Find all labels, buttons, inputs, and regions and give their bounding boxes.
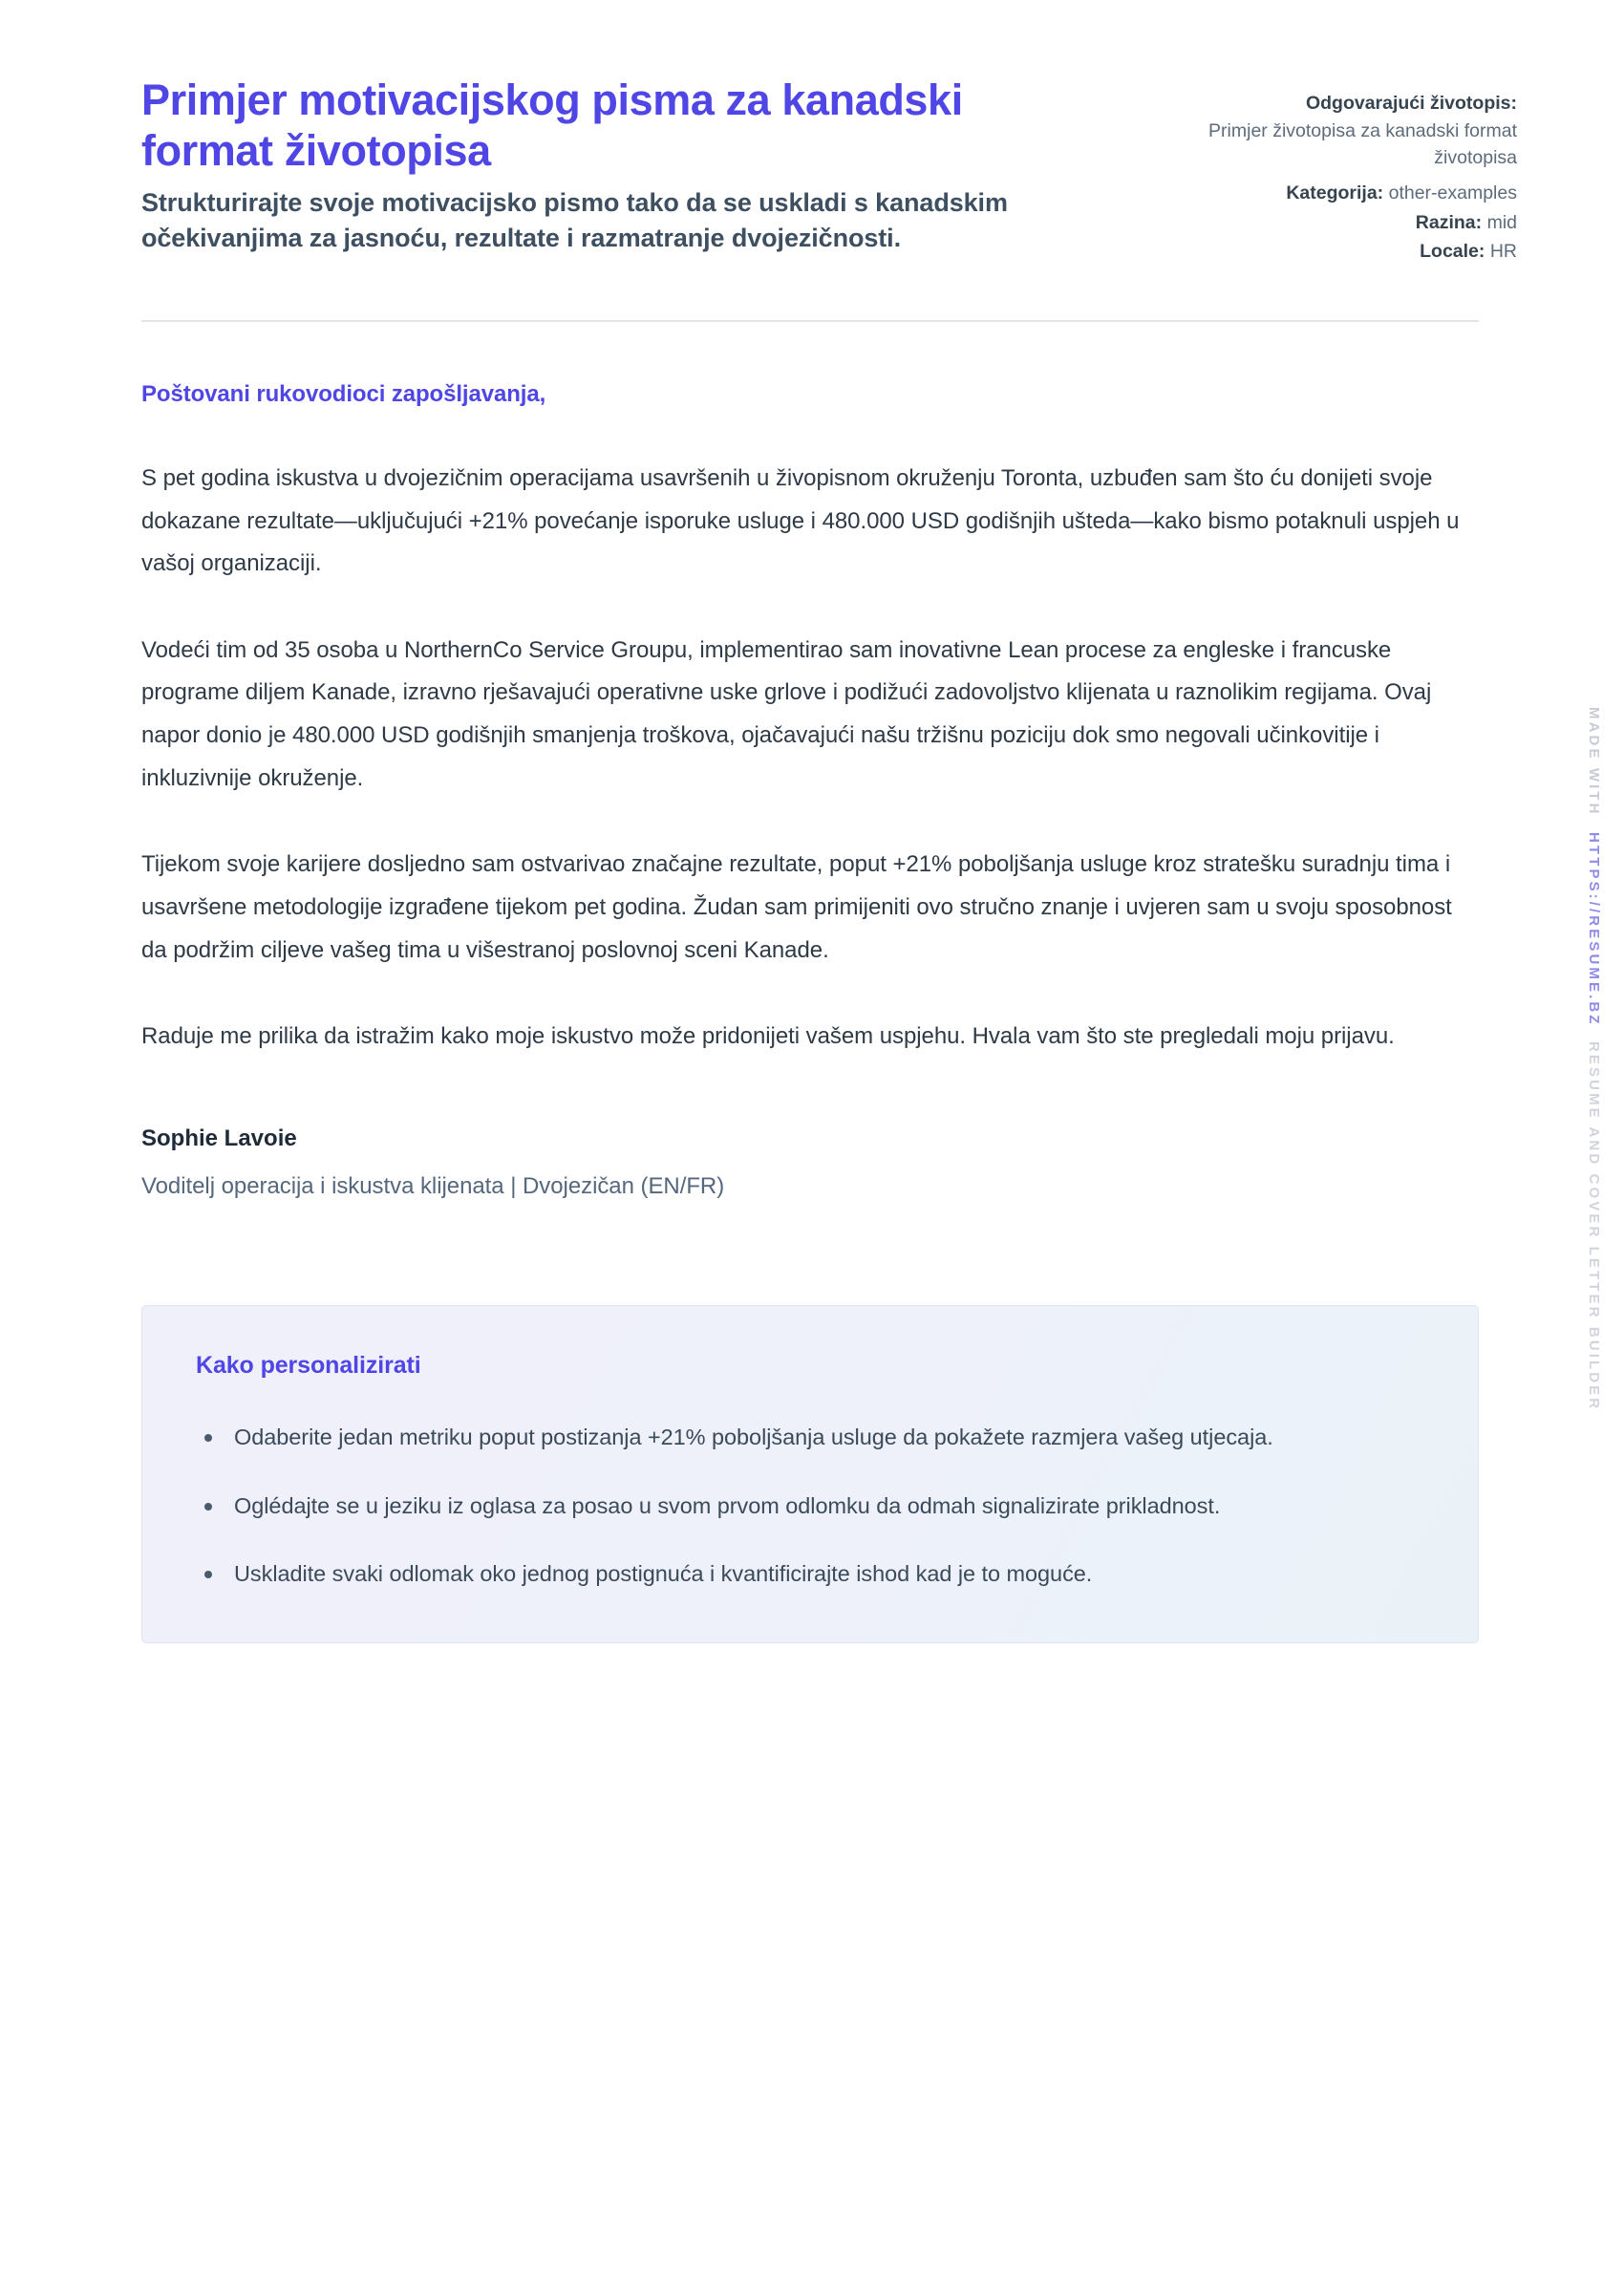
watermark-tagline: RESUME AND COVER LETTER BUILDER — [1586, 1041, 1602, 1412]
page-title: Primjer motivacijskog pisma za kanadski format životopisa — [141, 75, 963, 176]
signature-role: Voditelj operacija i iskustva klijenata | Dvojezičan (EN/FR) — [141, 1172, 725, 1199]
meta-category-value: other-examples — [1388, 182, 1517, 204]
document-metadata — [1135, 75, 1517, 268]
header-title-block — [141, 75, 1097, 257]
letter-paragraph: Vodeći tim od 35 osoba u NorthernCo Service Groupu, implementirao sam inovativne Lean procese za engleske i francuske programe diljem Kanade, izravno rješavajući operativne uske grlove i podižući zadovoljstvo klijenata u raznolikim regijama. Ovaj napor donio je 480.000 USD godišnjih smanjenja troškova, ojačavajući našu tržišnu poziciju dok smo negovali učinkovitije i inkluzivnije okruženje. — [141, 636, 1432, 791]
letter-salutation: Poštovani rukovodioci zapošljavanja, — [141, 380, 546, 407]
meta-category-label: Kategorija: — [1286, 182, 1384, 204]
builder-watermark — [1587, 707, 1601, 1411]
list-item: Odaberite jedan metriku poput postizanja +21% poboljšanja usluge da pokažete razmjera vašeg utjecaja. — [196, 1418, 1424, 1458]
page-subtitle: Strukturirajte svoje motivacijsko pismo tako da se uskladi s kanadskim očekivanjima za jasnoću, rezultate i razmatranje dvojezičnosti. — [141, 188, 1008, 253]
meta-category — [1135, 180, 1517, 207]
callout-title: Kako personalizirati — [196, 1351, 421, 1379]
meta-locale-label: Locale: — [1420, 241, 1485, 263]
meta-matching-resume-label: Odgovarajući životopis: — [1305, 93, 1517, 114]
meta-level — [1135, 209, 1517, 237]
cover-letter-body — [0, 322, 1624, 1059]
meta-level-label: Razina: — [1415, 211, 1483, 233]
letter-paragraph: S pet godina iskustva u dvojezičnim operacijama usavršenih u živopisnom okruženju Toronta, uzbuđen sam što ću donijeti svoje dokazane rezultate—uključujući +21% povećanje isporuke usluge i 480.000 USD godišnjih ušteda—kako bismo potaknuli uspjeh u vašoj organizaciji. — [141, 464, 1460, 577]
watermark-made-with-label: MADE WITH — [1586, 707, 1602, 817]
list-item: Oglédajte se u jeziku iz oglasa za posao u svom prvom odlomku da odmah signalizirate prikladnost. — [196, 1487, 1424, 1527]
signature-block — [0, 1059, 1624, 1200]
signature-name: Sophie Lavoie — [141, 1125, 297, 1151]
meta-matching-resume — [1135, 90, 1517, 172]
meta-level-value: mid — [1486, 211, 1517, 233]
meta-matching-resume-value: Primjer životopisa za kanadski format životopisa — [1208, 119, 1517, 169]
document-header — [0, 0, 1624, 268]
meta-locale — [1135, 238, 1517, 266]
letter-paragraph: Tijekom svoje karijere dosljedno sam ostvarivao značajne rezultate, poput +21% poboljšanja usluge kroz stratešku suradnju tima i usavršene metodologije izgrađene tijekom pet godina. Žudan sam primijeniti ovo stručno znanje i uvjeren sam u svoju sposobnost da podržim ciljeve vašeg tima u višestranoj poslovnoj sceni Kanade. — [141, 851, 1452, 963]
personalization-callout — [141, 1305, 1479, 1643]
meta-locale-value: HR — [1489, 241, 1517, 263]
watermark-url[interactable]: HTTPS://RESUME.BZ — [1586, 831, 1602, 1027]
letter-paragraph: Raduje me prilika da istražim kako moje iskustvo može pridonijeti vašem uspjehu. Hvala vam što ste pregledali moju prijavu. — [141, 1023, 1395, 1050]
tips-list — [196, 1418, 1424, 1595]
list-item: Uskladite svaki odlomak oko jednog postignuća i kvantificirajte ishod kad je to moguće. — [196, 1554, 1424, 1595]
